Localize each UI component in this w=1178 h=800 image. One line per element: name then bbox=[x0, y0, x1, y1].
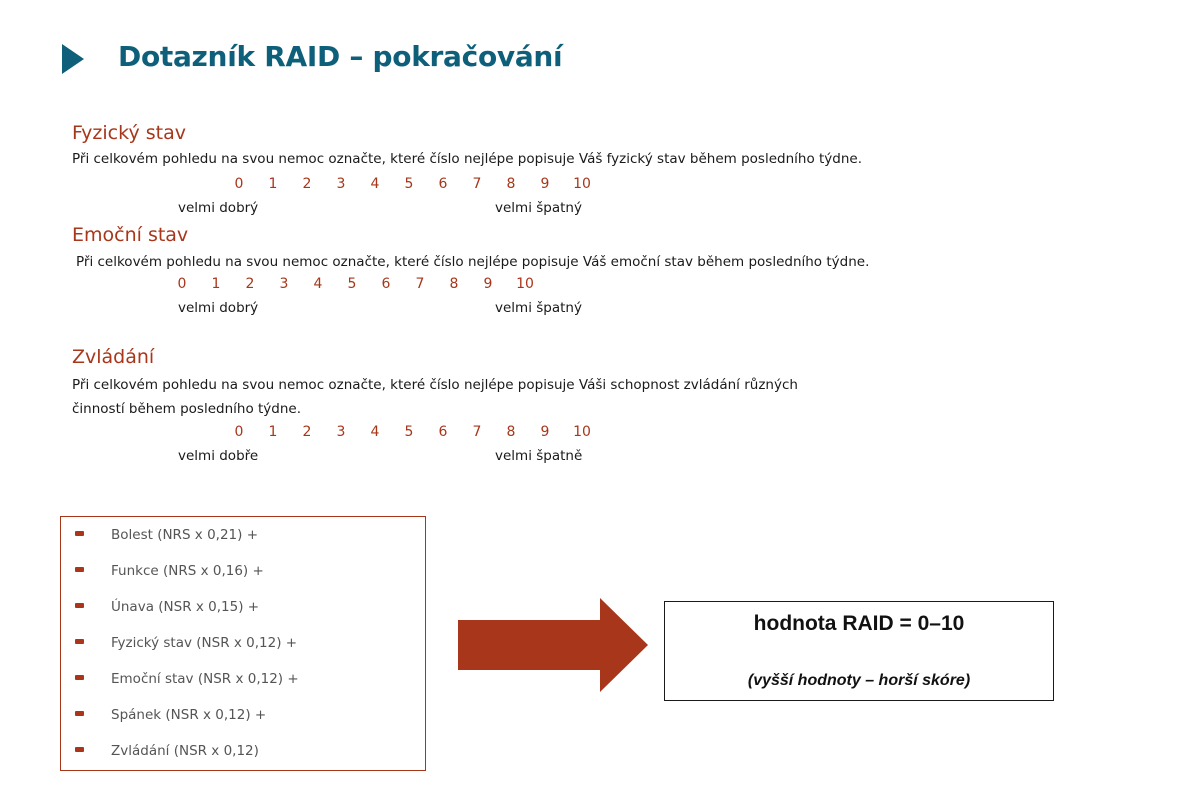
result-sub-text: (vyšší hodnoty – horší skóre) bbox=[747, 672, 971, 689]
scale-value: 1 bbox=[268, 176, 278, 192]
scale-value: 0 bbox=[177, 276, 187, 292]
scale-value: 4 bbox=[370, 424, 380, 440]
scale-value: 2 bbox=[245, 276, 255, 292]
right-arrow-icon bbox=[458, 598, 648, 692]
anchor-high-coping: velmi špatně bbox=[495, 448, 583, 464]
title-triangle-icon bbox=[62, 44, 84, 74]
result-box bbox=[664, 601, 1054, 701]
scale-value: 10 bbox=[573, 176, 591, 192]
anchor-low-emotional: velmi dobrý bbox=[178, 300, 259, 316]
formula-item-label: Únava (NSR x 0,15) + bbox=[111, 599, 260, 615]
section-heading-physical: Fyzický stav bbox=[72, 122, 186, 144]
section-heading-coping: Zvládání bbox=[72, 346, 155, 368]
scale-value: 3 bbox=[336, 424, 346, 440]
page-title: Dotazník RAID – pokračování bbox=[118, 40, 563, 73]
scale-value: 2 bbox=[302, 176, 312, 192]
formula-item bbox=[75, 563, 264, 579]
scale-value: 2 bbox=[302, 424, 312, 440]
scale-value: 9 bbox=[483, 276, 493, 292]
formula-box bbox=[60, 516, 426, 771]
formula-item bbox=[75, 635, 297, 651]
anchor-high-physical: velmi špatný bbox=[495, 200, 582, 216]
scale-value: 0 bbox=[234, 424, 244, 440]
scale-value: 10 bbox=[573, 424, 591, 440]
scale-value: 9 bbox=[540, 424, 550, 440]
section-text-emotional: Při celkovém pohledu na svou nemoc označte, které číslo nejlépe popisuje Váš emoční stav během posledního týdne. bbox=[76, 254, 870, 270]
scale-value: 6 bbox=[438, 176, 448, 192]
scale-value: 5 bbox=[347, 276, 357, 292]
anchor-low-coping: velmi dobře bbox=[178, 448, 259, 464]
formula-item bbox=[75, 743, 259, 759]
section-text-coping-line2: činností během posledního týdne. bbox=[72, 401, 301, 417]
section-heading-emotional: Emoční stav bbox=[72, 224, 189, 246]
formula-item-label: Zvládání (NSR x 0,12) bbox=[111, 743, 259, 759]
bullet-icon bbox=[75, 711, 84, 716]
bullet-icon bbox=[75, 567, 84, 572]
bullet-icon bbox=[75, 675, 84, 680]
scale-value: 8 bbox=[506, 424, 516, 440]
scale-value: 6 bbox=[381, 276, 391, 292]
section-text-coping-line1: Při celkovém pohledu na svou nemoc označte, které číslo nejlépe popisuje Váši schopnost zvládání různých bbox=[72, 377, 798, 393]
section-text-physical: Při celkovém pohledu na svou nemoc označte, které číslo nejlépe popisuje Váš fyzický stav během posledního týdne. bbox=[72, 151, 863, 167]
bullet-icon bbox=[75, 747, 84, 752]
formula-item-label: Spánek (NSR x 0,12) + bbox=[111, 707, 267, 723]
scale-value: 0 bbox=[234, 176, 244, 192]
scale-value: 5 bbox=[404, 424, 414, 440]
formula-item-label: Fyzický stav (NSR x 0,12) + bbox=[111, 635, 298, 651]
scale-value: 1 bbox=[268, 424, 278, 440]
scale-value: 7 bbox=[472, 176, 482, 192]
formula-item-label: Emoční stav (NSR x 0,12) + bbox=[111, 671, 299, 687]
scale-value: 3 bbox=[279, 276, 289, 292]
formula-item bbox=[75, 671, 299, 687]
bullet-icon bbox=[75, 531, 84, 536]
scale-value: 8 bbox=[506, 176, 516, 192]
scale-value: 3 bbox=[336, 176, 346, 192]
bullet-icon bbox=[75, 603, 84, 608]
scale-coping bbox=[222, 424, 602, 440]
formula-item bbox=[75, 599, 259, 615]
scale-value: 9 bbox=[540, 176, 550, 192]
scale-value: 4 bbox=[313, 276, 323, 292]
scale-value: 7 bbox=[472, 424, 482, 440]
result-main-text: hodnota RAID = 0–10 bbox=[753, 612, 965, 635]
formula-item bbox=[75, 527, 258, 543]
bullet-icon bbox=[75, 639, 84, 644]
formula-item-label: Bolest (NRS x 0,21) + bbox=[111, 527, 259, 543]
scale-physical bbox=[222, 176, 602, 192]
formula-item bbox=[75, 707, 266, 723]
scale-value: 7 bbox=[415, 276, 425, 292]
scale-value: 4 bbox=[370, 176, 380, 192]
scale-value: 8 bbox=[449, 276, 459, 292]
anchor-high-emotional: velmi špatný bbox=[495, 300, 582, 316]
scale-value: 10 bbox=[516, 276, 534, 292]
scale-value: 1 bbox=[211, 276, 221, 292]
scale-emotional bbox=[165, 276, 545, 292]
formula-item-label: Funkce (NRS x 0,16) + bbox=[111, 563, 264, 579]
scale-value: 6 bbox=[438, 424, 448, 440]
scale-value: 5 bbox=[404, 176, 414, 192]
anchor-low-physical: velmi dobrý bbox=[178, 200, 259, 216]
